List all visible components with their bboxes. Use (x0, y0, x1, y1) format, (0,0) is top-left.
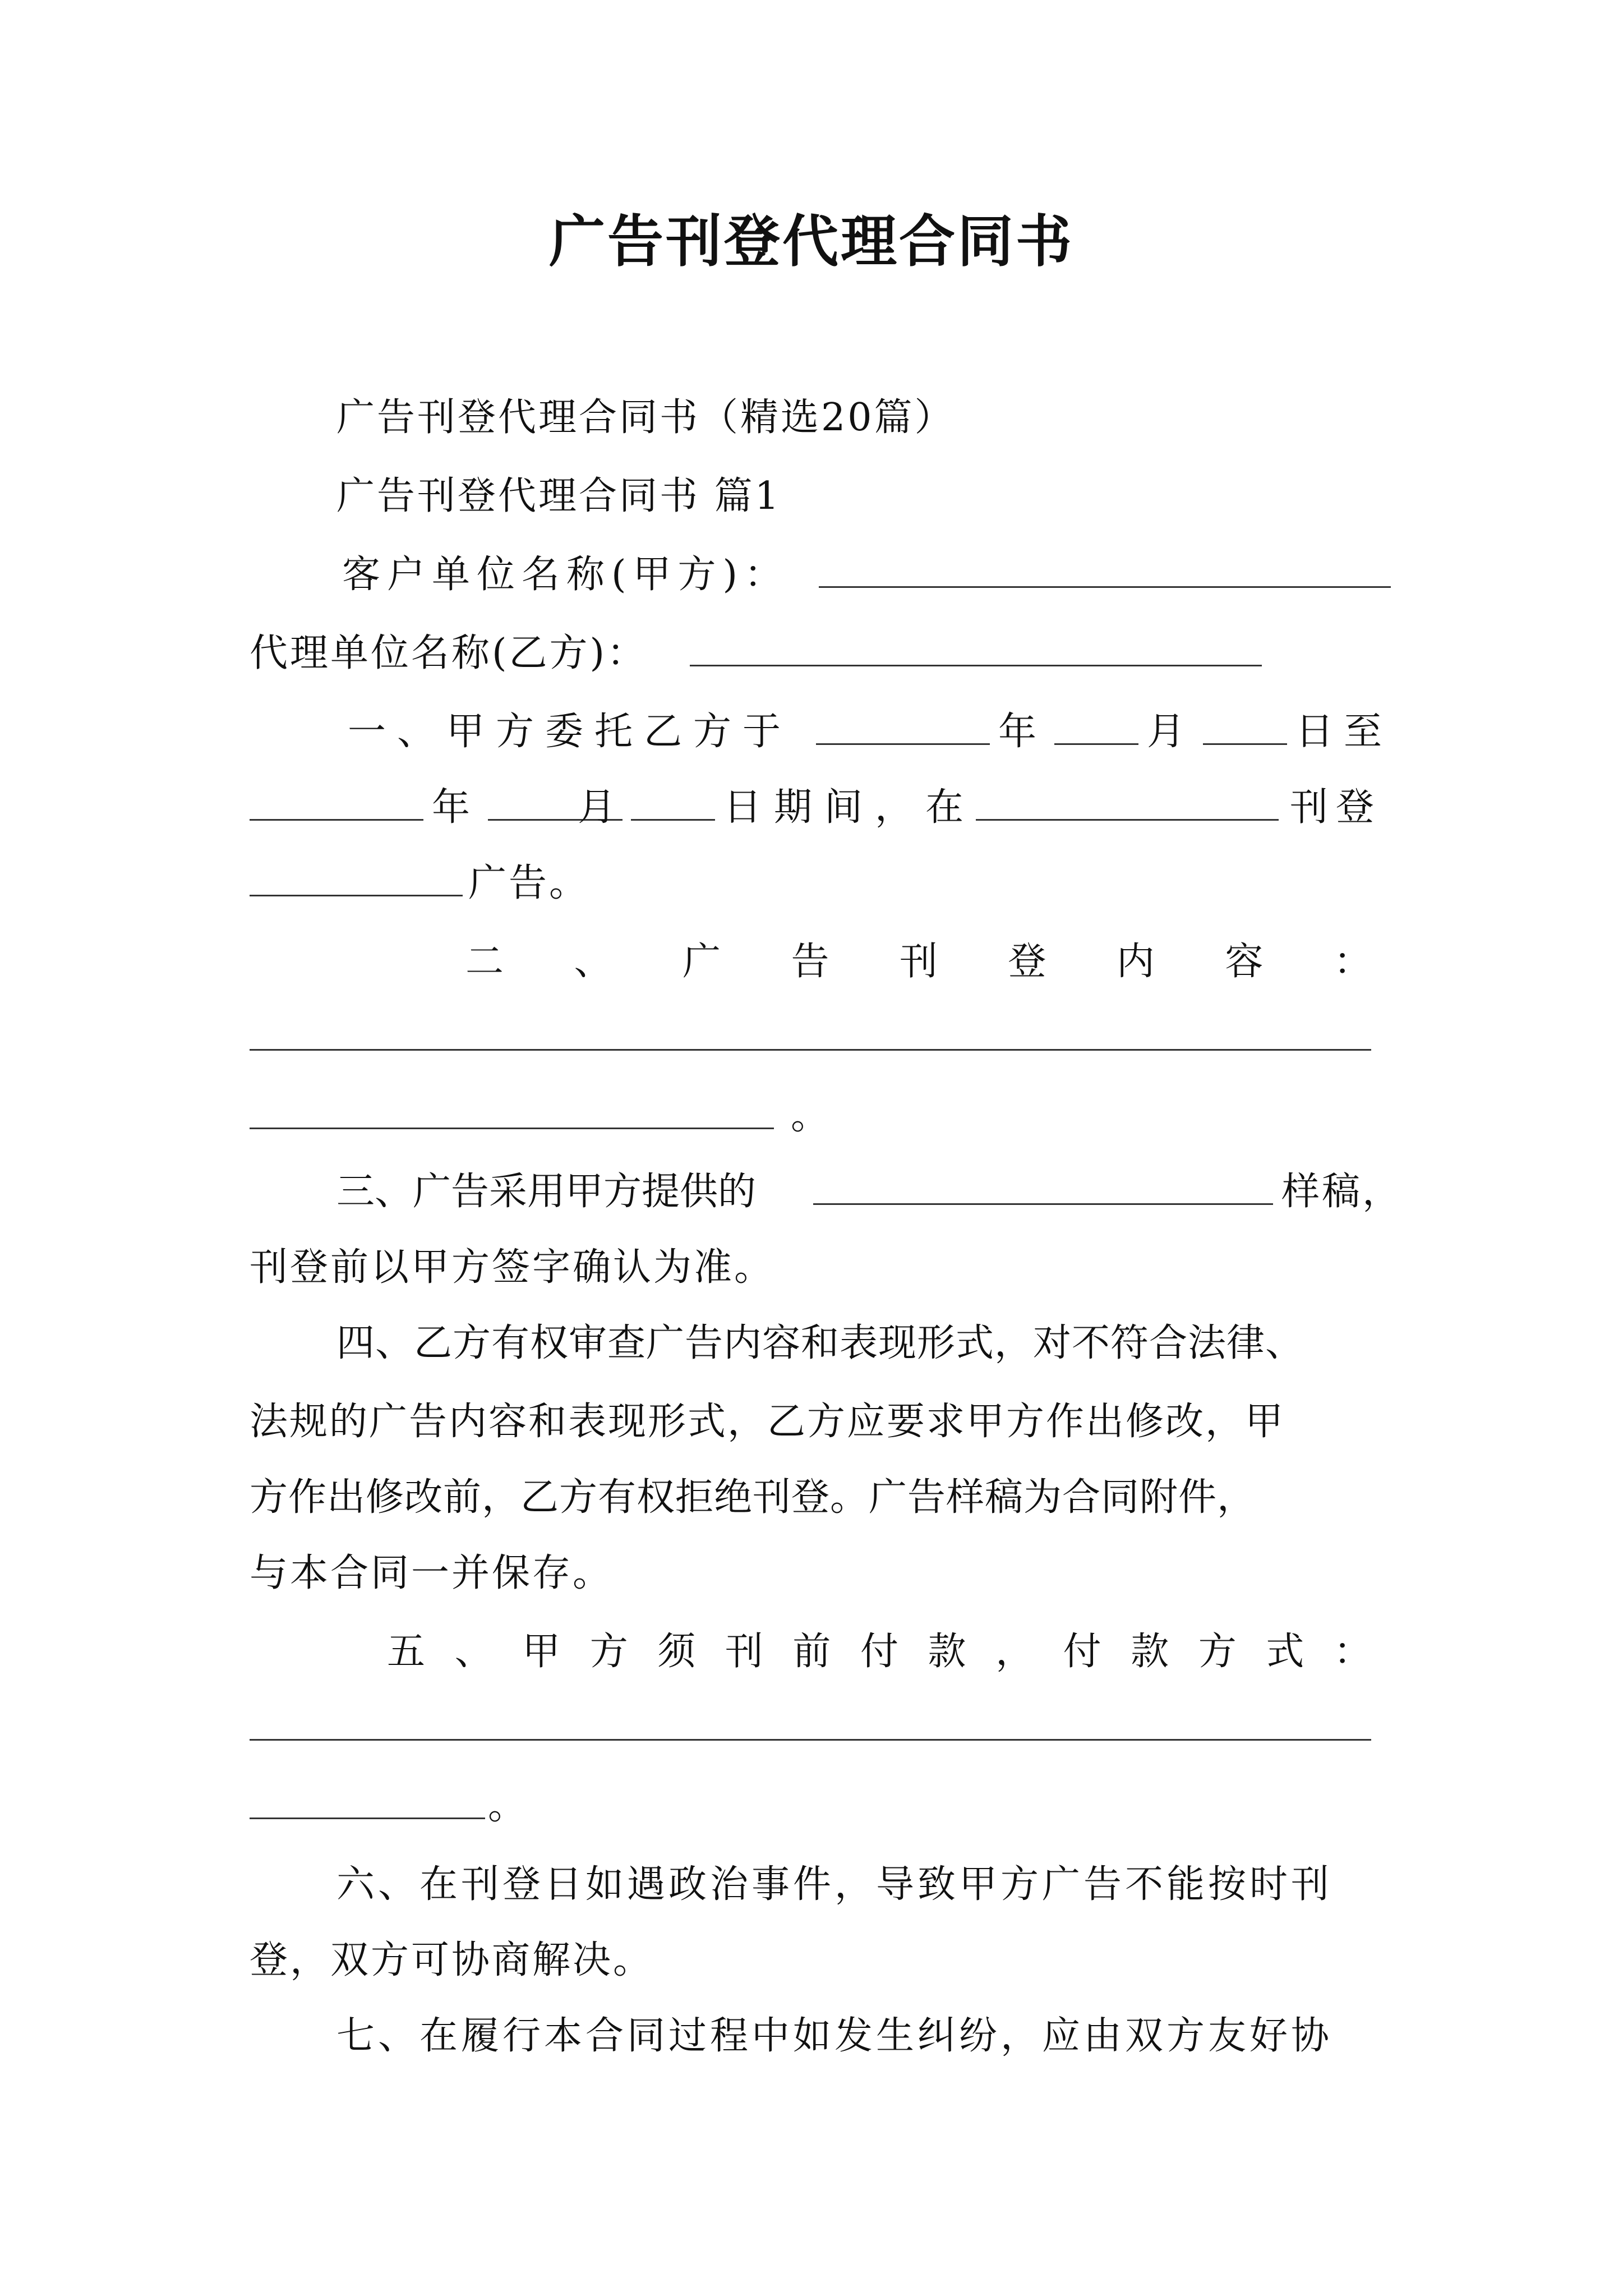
party-b-blank (690, 665, 1262, 666)
clause5-char: 款 (1131, 1630, 1172, 1674)
clause5-blank-short (250, 1818, 485, 1819)
clause5-char: 式 (1266, 1630, 1307, 1674)
clause6-line1: 六、在刊登日如遇政治事件，导致甲方广告不能按时刊 (336, 1862, 1333, 1907)
clause6-line2: 登，双方可协商解决。 (250, 1938, 654, 1982)
clause5-char: 须 (657, 1630, 698, 1674)
clause1-blank-year-2 (250, 819, 423, 821)
clause2-blank-short (250, 1128, 774, 1129)
clause2-char: 、 (574, 940, 615, 984)
clause2-blank-full (250, 1049, 1371, 1051)
clause5-char: 方 (589, 1630, 630, 1674)
clause2-char: ： (1333, 940, 1374, 984)
clause2-char: 容 (1225, 940, 1266, 984)
clause2-char: 二 (465, 940, 506, 984)
clause5-end: 。 (488, 1784, 529, 1828)
clause4-line3: 方作出修改前，乙方有权拒绝刊登。广告样稿为合同附件， (250, 1475, 1256, 1520)
clause5-char: 款 (928, 1630, 969, 1674)
clause7-line1: 七、在履行本合同过程中如发生纠纷，应由双方友好协 (336, 2014, 1333, 2058)
clause1-publish: 刊登 (1290, 785, 1382, 830)
clause2-char: 内 (1116, 940, 1157, 984)
clause2-char: 登 (1008, 940, 1049, 984)
section-heading: 广告刊登代理合同书 篇1 (336, 474, 781, 518)
clause1-day-period: 日期间，在 (723, 785, 976, 830)
clause5-char: ， (995, 1630, 1036, 1674)
clause5-char: 五 (387, 1630, 428, 1674)
clause5-char: 方 (1198, 1630, 1239, 1674)
clause1-ad-end: 广告。 (468, 861, 590, 905)
clause2-char: 刊 (899, 940, 940, 984)
clause1-blank-year-1 (816, 743, 990, 745)
clause5-char: ： (1333, 1630, 1374, 1674)
clause2-char: 告 (791, 940, 832, 984)
clause3-prefix: 三、广告采用甲方提供的 (336, 1170, 757, 1214)
clause5-char: 、 (454, 1630, 495, 1674)
clause2-heading (465, 931, 1374, 986)
clause1-year-1: 年 (998, 710, 1039, 754)
clause3-suffix: 样稿， (1281, 1170, 1403, 1214)
party-b-label: 代理单位名称(乙方)： (250, 631, 648, 675)
clause5-heading (387, 1621, 1374, 1676)
clause1-blank-ad (250, 895, 463, 896)
clause4-line2: 法规的广告内容和表现形式，乙方应要求甲方作出修改，甲 (250, 1400, 1285, 1444)
clause1-blank-day-1 (1203, 743, 1287, 745)
clause3-blank (813, 1203, 1273, 1205)
clause1-blank-day-2 (631, 819, 715, 821)
clause1-blank-month-1 (1054, 743, 1138, 745)
clause5-blank-full (250, 1739, 1371, 1741)
clause2-end: 。 (791, 1094, 832, 1138)
clause1-month-2: 月 (578, 785, 619, 830)
clause1-day-to: 日至 (1295, 710, 1393, 754)
clause5-char: 付 (1063, 1630, 1104, 1674)
clause1-blank-media (976, 819, 1279, 821)
document-subtitle: 广告刊登代理合同书（精选20篇） (336, 395, 955, 440)
clause1-year-2: 年 (432, 785, 473, 830)
document-title: 广告刊登代理合同书 (549, 209, 1074, 274)
clause4-line1: 四、乙方有权审查广告内容和表现形式，对不符合法律、 (336, 1321, 1304, 1365)
clause5-char: 刊 (725, 1630, 766, 1674)
party-a-label: 客户单位名称(甲方)： (342, 553, 790, 597)
clause5-char: 付 (860, 1630, 901, 1674)
clause3-line2: 刊登前以甲方签字确认为准。 (250, 1245, 775, 1290)
clause5-char: 甲 (522, 1630, 563, 1674)
clause2-char: 广 (682, 940, 723, 984)
clause1-month-1: 月 (1147, 710, 1188, 754)
clause5-char: 前 (792, 1630, 833, 1674)
clause1-prefix: 一、甲方委托乙方于 (348, 710, 792, 754)
clause4-line4: 与本合同一并保存。 (250, 1551, 614, 1595)
party-a-blank (819, 586, 1391, 588)
